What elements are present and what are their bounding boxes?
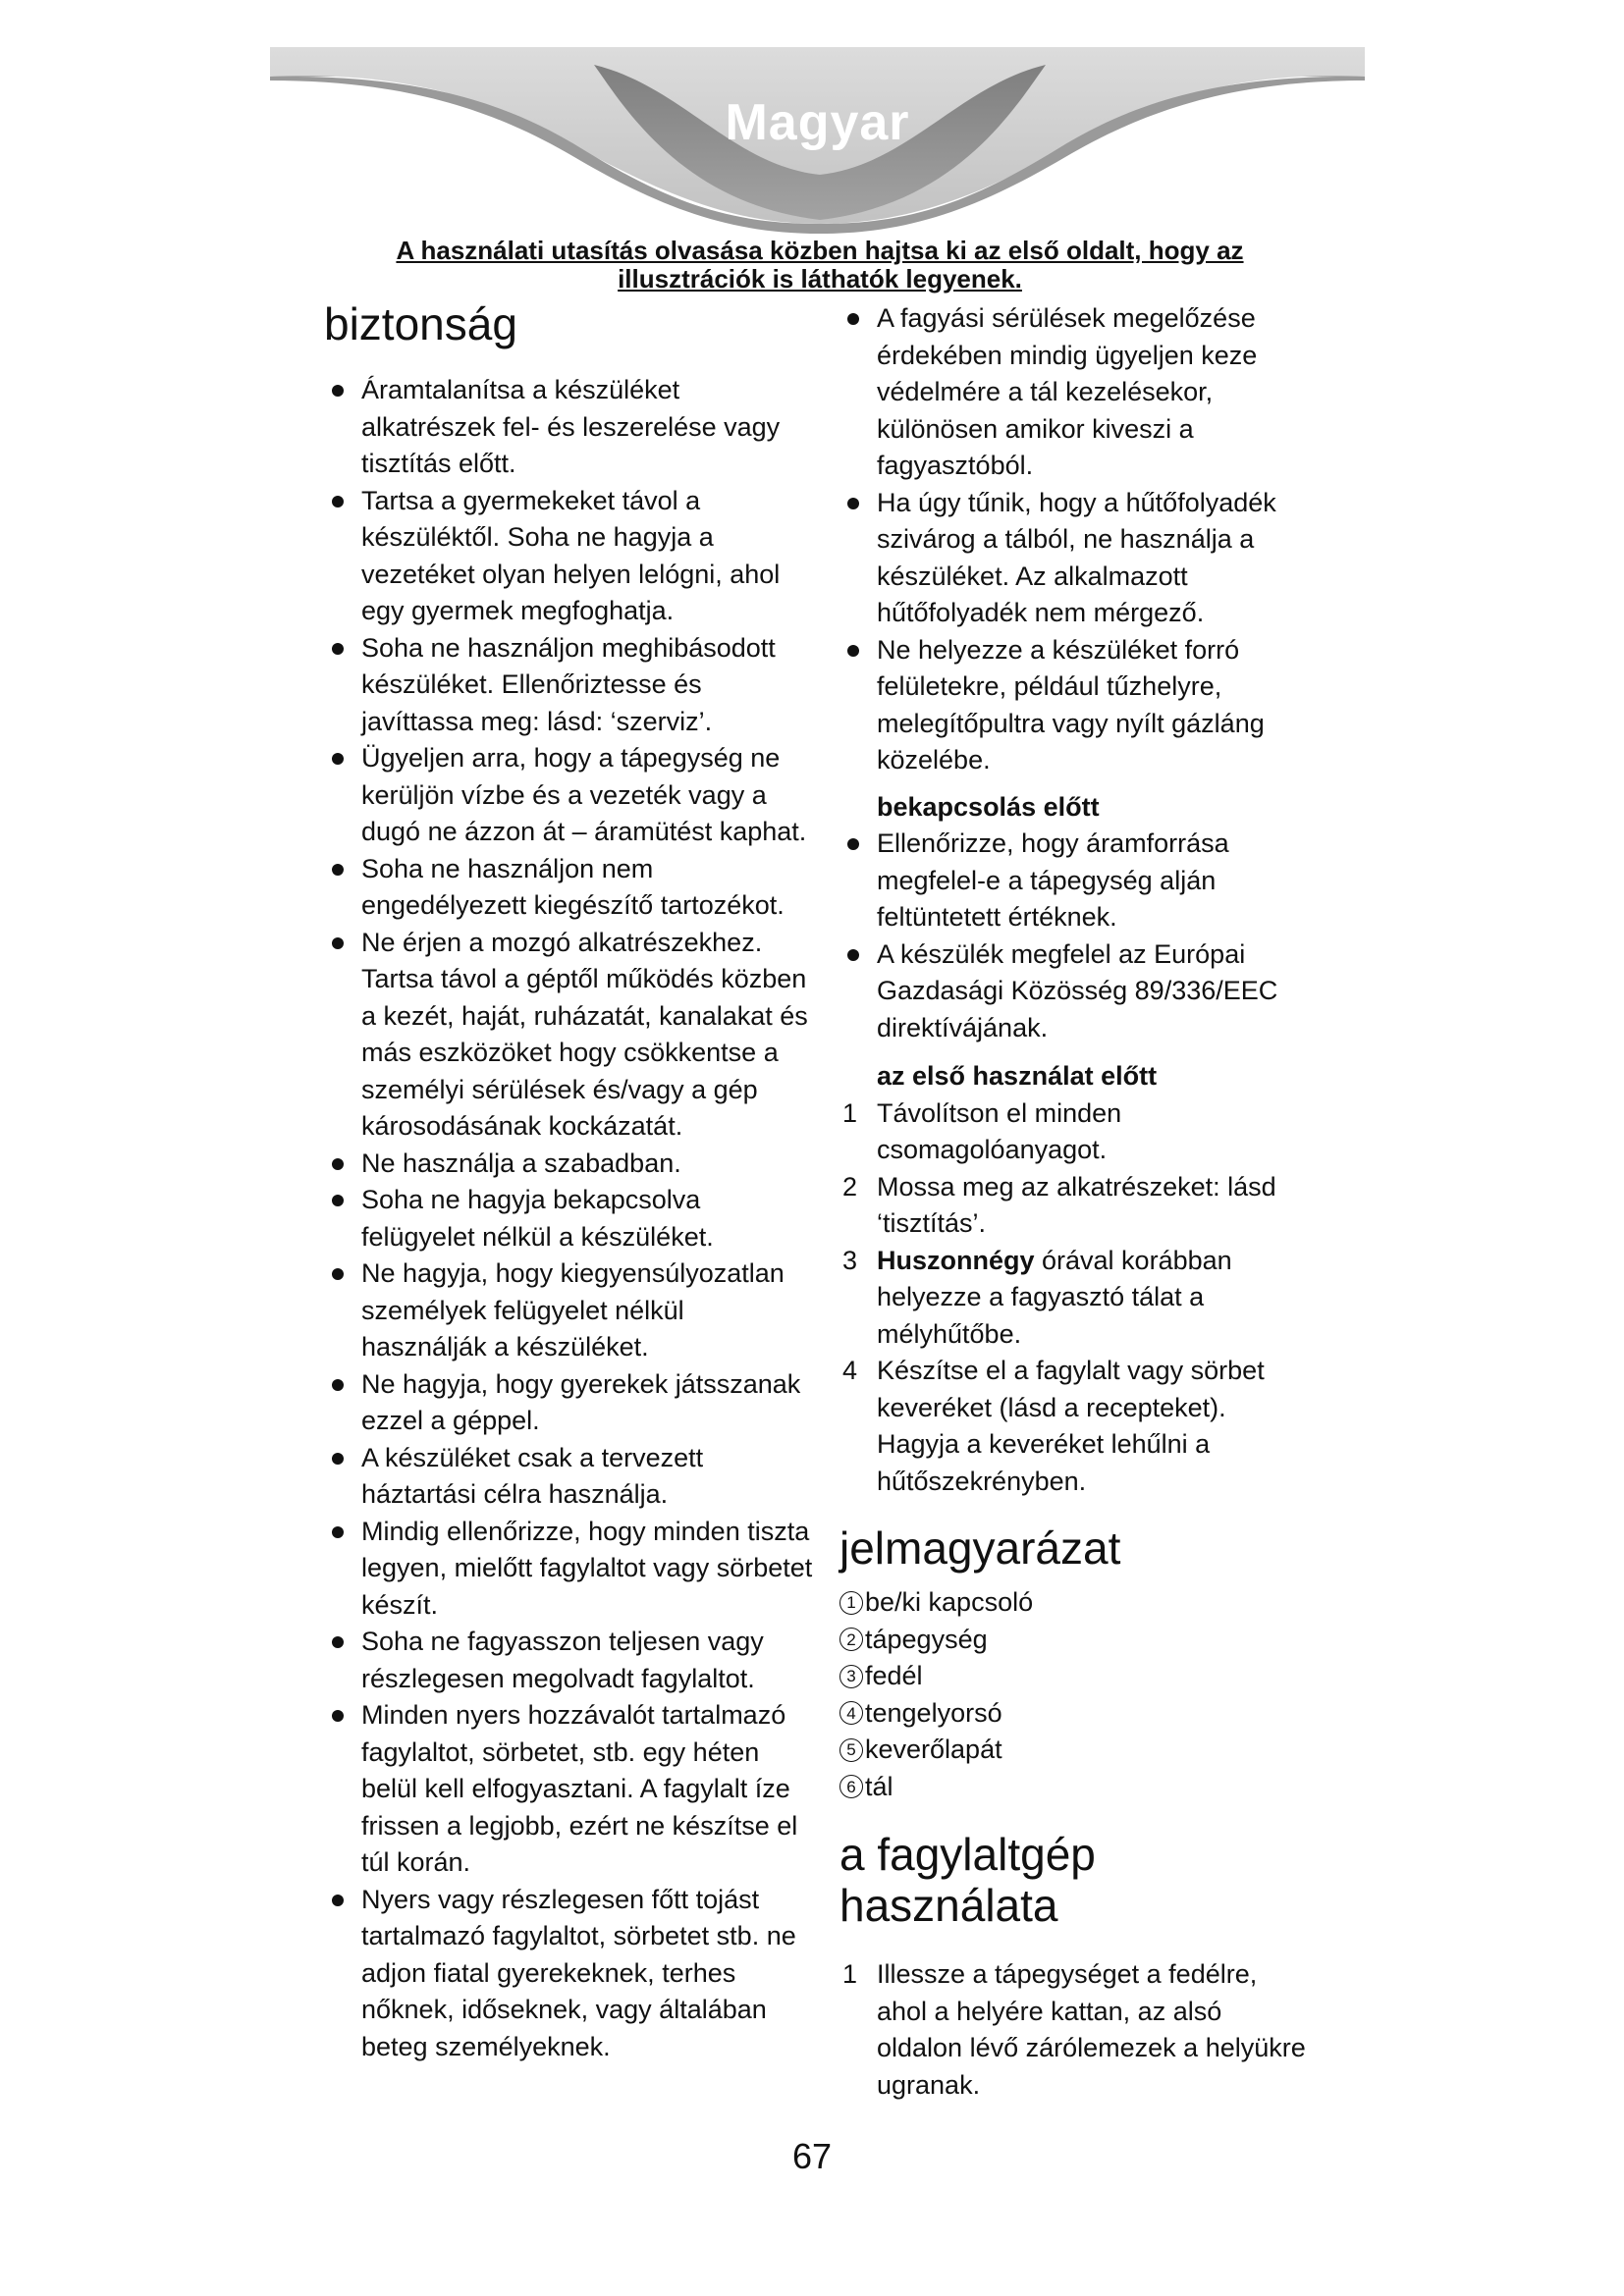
bullet-item: A készülék megfelel az Európai Gazdasági Közösség 89/336/EEC direktívájának. [839, 936, 1311, 1047]
step-text: Készítse el a fagylalt vagy sörbet keveréket (lásd a recepteket). Hagyja a keveréket lehűlni a hűtőszekrényben. [877, 1356, 1265, 1496]
legend-label: tál [865, 1771, 893, 1801]
bullet-item: Tartsa a gyermekeket távol a készüléktől. Soha ne hagyja a vezetéket olyan helyen lelógni, ahol egy gyermek megfoghatja. [324, 483, 815, 630]
bullet-item: Ellenőrizze, hogy áramforrása megfelel-e a tápegység alján feltüntetett értéknek. [839, 826, 1311, 936]
bullet-item: Nyers vagy részlegesen főtt tojást tartalmazó fagylaltot, sörbetet stb. ne adjon fiatal gyerekeknek, terhes nőknek, időseknek, vagy általában beteg személyeknek. [324, 1882, 815, 2066]
bullet-item: A készüléket csak a tervezett háztartási célra használja. [324, 1440, 815, 1514]
bullet-item: Ne helyezze a készüléket forró felületekre, például tűzhelyre, melegítőpultra vagy nyílt gázláng közelébe. [839, 632, 1311, 779]
first-use-steps [839, 1095, 1311, 1501]
legend-label: keverőlapát [865, 1735, 1002, 1764]
safety-list [324, 372, 815, 2065]
language-banner [270, 47, 1365, 234]
language-title: Magyar [725, 94, 910, 151]
usage-steps [839, 1956, 1311, 2104]
bullet-item: Ne hagyja, hogy kiegyensúlyozatlan személyek felügyelet nélkül használják a készüléket. [324, 1255, 815, 1366]
step-text: Mossa meg az alkatrészeket: lásd ‘tisztítás’. [877, 1171, 1276, 1238]
numbered-step [839, 1956, 1311, 2104]
bullet-item: Ne érjen a mozgó alkatrészekhez. Tartsa távol a géptől működés közben a kezét, haját, ruházatát, kanalakat és más eszközöket hogy csökkentse a személyi sérülések és/vagy a gép károsodásának kockázatát. [324, 925, 815, 1146]
numbered-step [839, 1169, 1311, 1243]
legend-item [839, 1584, 1311, 1622]
legend-item [839, 1732, 1311, 1769]
bullet-item: Soha ne hagyja bekapcsolva felügyelet nélkül a készüléket. [324, 1182, 815, 1255]
legend-list [839, 1584, 1311, 1805]
legend-label: tengelyorsó [865, 1697, 1002, 1728]
step-number: 2 [842, 1171, 858, 1201]
usage-heading [839, 1829, 1311, 1931]
right-column [839, 300, 1311, 2104]
bullet-item: Ne használja a szabadban. [324, 1146, 815, 1183]
before-switching-list [839, 826, 1311, 1046]
bullet-item: Soha ne használjon meghibásodott készüléket. Ellenőriztesse és javíttassa meg: lásd: ‘szerviz’. [324, 630, 815, 741]
legend-item [839, 1695, 1311, 1733]
step-emphasis: Huszonnégy [877, 1245, 1035, 1275]
bullet-item: Ne hagyja, hogy gyerekek játsszanak ezzel a géppel. [324, 1366, 815, 1440]
bullet-item: Ügyeljen arra, hogy a tápegység ne kerüljön vízbe és a vezeték vagy a dugó ne ázzon át – áramütést kaphat. [324, 740, 815, 851]
first-use-heading: az első használat előtt [877, 1061, 1158, 1091]
legend-heading: jelmagyarázat [839, 1522, 1121, 1574]
bullet-item: Áramtalanítsa a készüléket alkatrészek fel- és leszerelése vagy tisztítás előtt. [324, 372, 815, 483]
numbered-step [839, 1353, 1311, 1500]
legend-label: fedél [865, 1661, 923, 1690]
safety-heading: biztonság [324, 298, 517, 349]
usage-heading-line2: használata [839, 1880, 1058, 1931]
safety-list-continued [839, 300, 1311, 779]
legend-item [839, 1658, 1311, 1695]
step-number: 1 [842, 1959, 858, 1989]
step-text: Illessze a tápegységet a fedélre, ahol a helyére kattan, az alsó oldalon lévő zárólemezek a helyükre ugranak. [877, 1959, 1306, 2100]
bullet-item: Minden nyers hozzávalót tartalmazó fagylaltot, sörbetet, stb. egy héten belül kell elfogyasztani. A fagylalt íze frissen a legjobb, ezért ne készítse el túl korán. [324, 1697, 815, 1882]
circled-number: 1 [839, 1591, 863, 1615]
bullet-item: Soha ne használjon nem engedélyezett kiegészítő tartozékot. [324, 851, 815, 925]
legend-item [839, 1622, 1311, 1659]
step-number: 4 [842, 1356, 858, 1385]
usage-heading-line1: a fagylaltgép [839, 1829, 1096, 1880]
page-number: 67 [791, 2136, 833, 2176]
step-text: órával korábban helyezze a fagyasztó tálat a mélyhűtőbe. [877, 1245, 1232, 1349]
numbered-step [839, 1095, 1311, 1169]
legend-label: be/ki kapcsoló [865, 1587, 1034, 1617]
numbered-step [839, 1243, 1311, 1354]
before-switching-heading: bekapcsolás előtt [877, 791, 1100, 822]
step-number: 1 [842, 1097, 858, 1128]
circled-number: 2 [839, 1628, 863, 1651]
left-column [324, 297, 815, 2065]
fold-out-note: A használati utasítás olvasása közben hajtsa ki az első oldalt, hogy az illusztrációk is láthatók legyenek. [396, 236, 1244, 294]
step-number: 3 [842, 1245, 858, 1275]
circled-number: 3 [839, 1665, 863, 1688]
bullet-item: Ha úgy tűnik, hogy a hűtőfolyadék szivárog a tálból, ne használja a készüléket. Az alkalmazott hűtőfolyadék nem mérgező. [839, 485, 1311, 632]
step-text: Távolítson el minden csomagolóanyagot. [877, 1097, 1122, 1164]
legend-label: tápegység [865, 1624, 988, 1654]
bullet-item: A fagyási sérülések megelőzése érdekében mindig ügyeljen keze védelmére a tál kezelésekor, különösen amikor kiveszi a fagyasztóból. [839, 300, 1311, 485]
circled-number: 4 [839, 1701, 863, 1725]
legend-item [839, 1769, 1311, 1806]
circled-number: 6 [839, 1775, 863, 1798]
bullet-item: Mindig ellenőrizze, hogy minden tiszta legyen, mielőtt fagylaltot vagy sörbetet készít. [324, 1514, 815, 1625]
bullet-item: Soha ne fagyasszon teljesen vagy részlegesen megolvadt fagylaltot. [324, 1624, 815, 1697]
circled-number: 5 [839, 1738, 863, 1762]
